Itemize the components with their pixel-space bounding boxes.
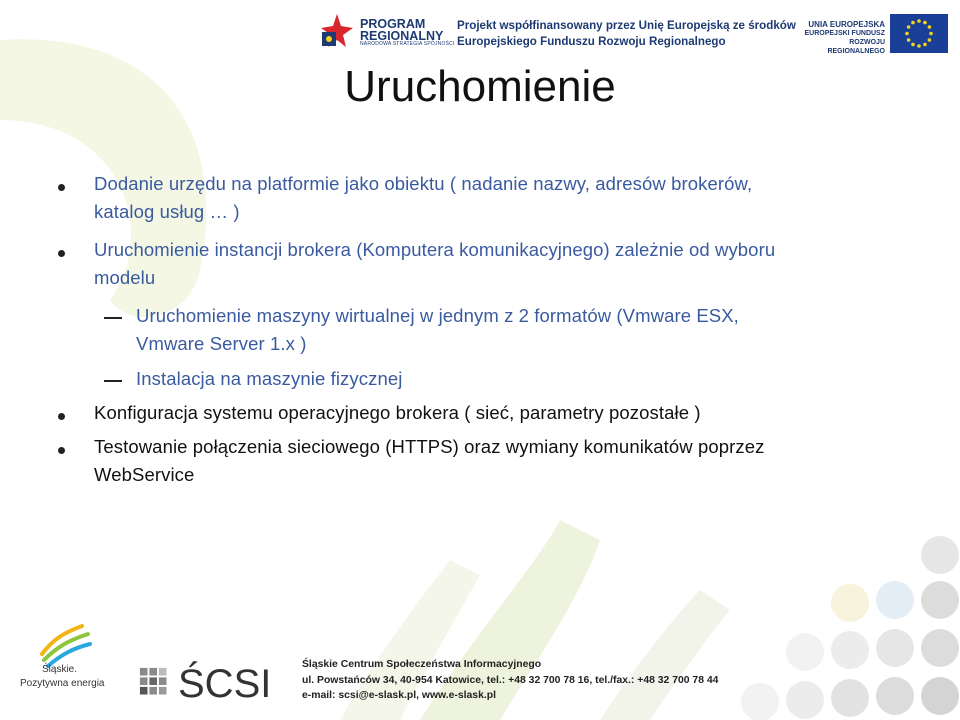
program-regionalny-logo bbox=[318, 12, 455, 52]
address-line2: ul. Powstańców 34, 40-954 Katowice, tel.: +48 32 700 78 16, tel./fax.: +48 32 700 78 44 bbox=[302, 674, 719, 686]
bullet-line: Konfiguracja systemu operacyjnego brokera ( sieć, parametry pozostałe ) bbox=[94, 402, 701, 423]
cofund-line2: Europejskiego Funduszu Rozwoju Regionalnego bbox=[457, 35, 726, 48]
bullet-dot-icon bbox=[58, 250, 65, 257]
bullet-line: Vmware Server 1.x ) bbox=[136, 332, 307, 354]
bullet-text bbox=[94, 433, 914, 488]
slaskie-name: Śląskie. bbox=[42, 664, 78, 675]
bullet-line: katalog usług … ) bbox=[94, 200, 240, 222]
bullet-dot-icon bbox=[58, 413, 65, 420]
slide-title: Uruchomienie bbox=[344, 62, 616, 111]
bullet-line: Dodanie urzędu na platformie jako obiektu ( nadanie nazwy, adresów brokerów, bbox=[94, 173, 753, 194]
dash-bullet-icon bbox=[104, 317, 122, 319]
bullet-line: Instalacja na maszynie fizycznej bbox=[136, 368, 403, 389]
eu-line2: EUROPEJSKI FUNDUSZ bbox=[804, 30, 885, 37]
bullet-text bbox=[94, 170, 914, 225]
eu-fund-label bbox=[792, 20, 885, 56]
bullet-text bbox=[94, 236, 914, 291]
program-regionalny-emblem-icon bbox=[318, 12, 356, 50]
slaskie-slogan: Pozytywna energia bbox=[20, 678, 105, 689]
bullet-text bbox=[94, 399, 914, 427]
program-regionalny-title bbox=[360, 18, 443, 42]
bullet-dot-icon bbox=[58, 184, 65, 191]
bullet-line: WebService bbox=[94, 463, 195, 485]
eu-flag-icon bbox=[890, 14, 948, 53]
sub-bullet-text bbox=[136, 302, 876, 357]
scsi-logo-text: ŚCSI bbox=[178, 662, 272, 706]
program-title-line1: PROGRAM bbox=[360, 17, 426, 31]
sub-bullet-text bbox=[136, 365, 876, 393]
cofund-line1: Projekt współfinansowany przez Unię Europejską ze środków bbox=[457, 19, 796, 32]
eu-line1: UNIA EUROPEJSKA bbox=[808, 20, 885, 29]
bullet-line: Testowanie połączenia sieciowego (HTTPS) oraz wymiany komunikatów poprzez bbox=[94, 436, 765, 457]
bullet-line: modelu bbox=[94, 266, 156, 288]
address-line1: Śląskie Centrum Społeczeństwa Informacyjnego bbox=[302, 659, 542, 670]
cofunding-statement bbox=[457, 18, 796, 50]
eu-line3: ROZWOJU REGIONALNEGO bbox=[827, 39, 885, 55]
bullet-line: Uruchomienie instancji brokera (Komputera komunikacyjnego) zależnie od wyboru bbox=[94, 239, 776, 260]
scsi-logo-icon bbox=[138, 666, 176, 704]
dash-bullet-icon bbox=[104, 380, 122, 382]
program-subtitle: NARODOWA STRATEGIA SPÓJNOŚCI bbox=[360, 41, 455, 47]
footer bbox=[0, 610, 960, 720]
address-line3: e-mail: scsi@e-slask.pl, www.e-slask.pl bbox=[302, 690, 496, 701]
header-logos bbox=[0, 0, 960, 62]
bullet-dot-icon bbox=[58, 447, 65, 454]
program-title-line2: REGIONALNY bbox=[360, 29, 444, 43]
bullet-line: Uruchomienie maszyny wirtualnej w jednym z 2 formatów (Vmware ESX, bbox=[136, 305, 739, 326]
organization-address bbox=[302, 657, 718, 704]
